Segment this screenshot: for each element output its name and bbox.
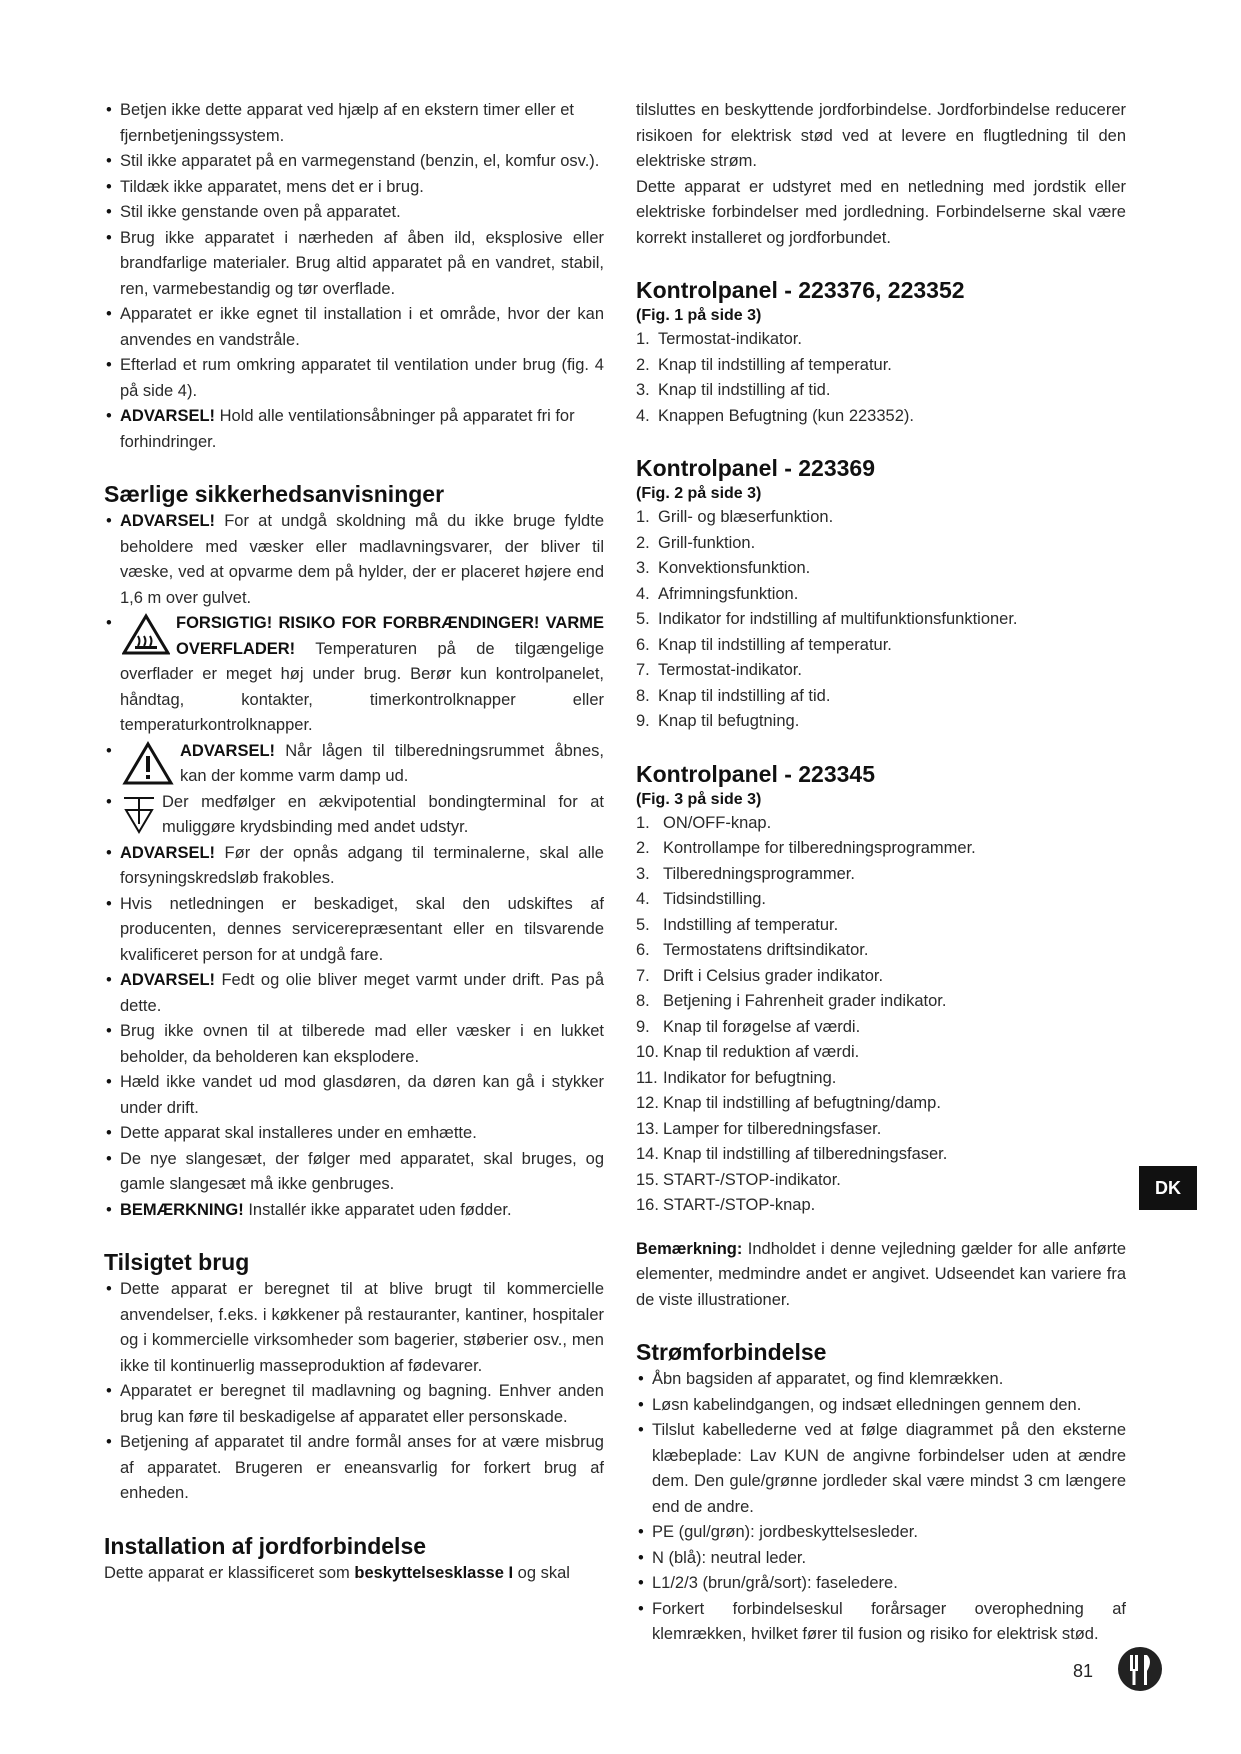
- item-number: 9.: [636, 712, 650, 730]
- list-item: [636, 913, 1126, 939]
- list-item: [636, 887, 1126, 913]
- item-number: 2.: [636, 839, 650, 857]
- list-item: [636, 1015, 1126, 1041]
- list-item: • Efterlad et rum omkring apparatet til ventilation under brug (fig. 4 på side 4).: [104, 353, 604, 404]
- item-text: Knap til indstilling af befugtning/damp.: [663, 1094, 941, 1112]
- figure-reference: (Fig. 1 på side 3): [636, 307, 762, 324]
- panel-2-list: [636, 505, 1126, 735]
- list-item: • Dette apparat er beregnet til at blive brugt til kommercielle anvendelser, f.eks. i køkkener på restauranter, kantiner, hospitaler og i kommercielle virksomheder som bagerier, støberier osv., men ikke til kontinuerlig masseproduktion af fødevarer.: [104, 1277, 604, 1379]
- warning-text: Når lågen til tilberedningsrummet åbnes, kan der komme varm damp ud.: [180, 741, 604, 785]
- warning-text: Temperaturen på de tilgængelige overflader er meget høj under brug. Berør kun kontrolpanelet, håndtag, kontakter, timerkontrolknapper eller temperaturkontrolknapper.: [120, 639, 604, 734]
- item-text: Knap til indstilling af tid.: [658, 686, 831, 705]
- item-number: 6.: [636, 635, 650, 654]
- item-text: Knap til indstilling af tilberedningsfaser.: [663, 1145, 948, 1163]
- item-text: Afrimningsfunktion.: [658, 584, 799, 603]
- item-number: 15.: [636, 1170, 659, 1189]
- item-number: 4.: [636, 890, 650, 908]
- list-item: [636, 327, 1126, 353]
- item-text: Knappen Befugtning (kun 223352).: [658, 406, 914, 425]
- list-item: • PE (gul/grøn): jordbeskyttelsesleder.: [636, 1520, 1126, 1546]
- warning-item: [104, 509, 604, 611]
- item-number: 3.: [636, 559, 650, 577]
- grounding-continued: tilsluttes en beskyttende jordforbindelse. Jordforbindelse reducerer risikoen for elektrisk stød ved at levere en flugtledning til den elektriske strøm.: [636, 101, 1126, 170]
- warning-text: Fedt og olie bliver meget varmt under drift. Pas på dette.: [120, 971, 604, 1015]
- list-item: • L1/2/3 (brun/grå/sort): faseledere.: [636, 1571, 1126, 1597]
- list-item: [636, 1091, 1126, 1117]
- item-text: Termostat-indikator.: [658, 330, 802, 348]
- list-item: [636, 862, 1126, 888]
- list-item: • Tildæk ikke apparatet, mens det er i brug.: [104, 175, 604, 201]
- item-text: Betjening i Fahrenheit grader indikator.: [663, 992, 947, 1010]
- list-item: [636, 633, 1126, 659]
- list-item: [636, 684, 1126, 710]
- list-item: [636, 404, 1126, 430]
- item-number: 1.: [636, 330, 650, 348]
- warning-text: Hold alle ventilationsåbninger på apparatet fri for forhindringer.: [120, 407, 575, 451]
- warning-item: [104, 841, 604, 892]
- grounding-paragraph: [104, 1561, 604, 1587]
- item-text: Tidsindstilling.: [663, 890, 767, 908]
- item-text: Indstilling af temperatur.: [663, 915, 839, 934]
- panel-3-list: [636, 811, 1126, 1219]
- list-item: [104, 790, 604, 841]
- item-number: 8.: [636, 686, 650, 705]
- item-number: 11.: [636, 1068, 658, 1087]
- list-item: [636, 938, 1126, 964]
- list-item: • Betjening af apparatet til andre formål anses for at være misbrug af apparatet. Brugeren er eneansvarlig for forkert brug af enheden.: [104, 1430, 604, 1507]
- note-label: Bemærkning:: [636, 1239, 743, 1258]
- item-number: 7.: [636, 661, 650, 679]
- item-text: Termostat-indikator.: [658, 661, 802, 679]
- list-item: [636, 1168, 1126, 1194]
- list-item: [636, 1117, 1126, 1143]
- note-text: Indholdet i denne vejledning gælder for alle anførte elementer, medmindre andet er angivet. Udseendet kan variere fra de viste illustrationer.: [636, 1239, 1126, 1309]
- warning-item: [104, 739, 604, 790]
- brand-logo-icon: [1117, 1645, 1163, 1693]
- list-item: • Stil ikke genstande oven på apparatet.: [104, 200, 604, 226]
- list-item: [636, 582, 1126, 608]
- item-number: 3.: [636, 864, 650, 883]
- item-number: 13.: [636, 1119, 659, 1138]
- hot-surface-warning-icon: [122, 613, 170, 655]
- list-item: [636, 1040, 1126, 1066]
- item-number: 14.: [636, 1145, 659, 1163]
- list-item: [636, 1142, 1126, 1168]
- list-item: • Dette apparat skal installeres under en emhætte.: [104, 1121, 604, 1147]
- warning-item: [104, 968, 604, 1019]
- list-item: • Åbn bagsiden af apparatet, og find klemrækken.: [636, 1367, 1126, 1393]
- warning-item: [104, 404, 604, 455]
- list-item: [636, 989, 1126, 1015]
- item-number: 9.: [636, 1017, 650, 1036]
- list-item: [636, 1066, 1126, 1092]
- item-text: Indikator for befugtning.: [663, 1068, 837, 1087]
- item-text: Konvektionsfunktion.: [658, 559, 811, 577]
- item-text: Lamper for tilberedningsfaser.: [663, 1119, 882, 1138]
- left-column: [104, 98, 604, 1586]
- item-text: Grill- og blæserfunktion.: [658, 508, 834, 526]
- list-item: [636, 556, 1126, 582]
- warning-text: For at undgå skoldning må du ikke bruge fyldte beholdere med væsker eller madlavningsvarer, der bliver til væske, ved at opvarme dem på hylder, der er placeret højere end 1,6 m over gulvet.: [120, 512, 604, 607]
- list-item: [636, 353, 1126, 379]
- item-text: Tilberedningsprogrammer.: [663, 864, 855, 883]
- list-item: [636, 709, 1126, 735]
- item-number: 2.: [636, 355, 650, 374]
- list-item: • Hvis netledningen er beskadiget, skal den udskiftes af producenten, dennes servicerepræsentant eller en tilsvarende kvalificeret person for at undgå fare.: [104, 892, 604, 969]
- warning-item: [104, 611, 604, 739]
- item-number: 5.: [636, 915, 650, 934]
- list-item: • Stil ikke apparatet på en varmegenstand (benzin, el, komfur osv.).: [104, 149, 604, 175]
- list-item: • Brug ikke apparatet i nærheden af åben ild, eksplosive eller brandfarlige materialer. Brug altid apparatet på en vandret, stabil, ren, varmebestandig og tør overflade.: [104, 226, 604, 303]
- list-item: [636, 378, 1126, 404]
- warning-label: FORSIGTIG! RISIKO FOR FORBRÆNDINGER! VARME OVERFLADER!: [176, 614, 604, 658]
- list-item: • Betjen ikke dette apparat ved hjælp af en ekstern timer eller et fjernbetjeningssystem.: [104, 98, 604, 149]
- list-item: • Løsn kabelindgangen, og indsæt elledningen gennem den.: [636, 1393, 1126, 1419]
- item-text: START-/STOP-indikator.: [663, 1170, 841, 1189]
- grounding-text: og skal: [513, 1563, 570, 1582]
- list-item: • Apparatet er beregnet til madlavning og bagning. Enhver anden brug kan føre til beskadigelse af apparatet eller personskade.: [104, 1379, 604, 1430]
- section-title-intended-use: Tilsigtet brug: [104, 1249, 250, 1275]
- protection-class: beskyttelsesklasse I: [354, 1563, 514, 1582]
- language-tab: DK: [1139, 1166, 1197, 1210]
- figure-reference: (Fig. 2 på side 3): [636, 485, 762, 502]
- grounding-text: Dette apparat er klassificeret som: [104, 1563, 355, 1582]
- panel-1-list: [636, 327, 1126, 429]
- item-text: Knap til befugtning.: [658, 712, 800, 730]
- section-title-grounding: Installation af jordforbindelse: [104, 1532, 427, 1559]
- section-title-safety: Særlige sikkerhedsanvisninger: [104, 481, 445, 507]
- item-number: 3.: [636, 381, 650, 399]
- list-item: [636, 531, 1126, 557]
- warning-label: ADVARSEL!: [120, 512, 216, 530]
- item-text: Kontrollampe for tilberedningsprogrammer.: [663, 839, 976, 857]
- item-text: ON/OFF-knap.: [663, 813, 772, 832]
- list-item: [636, 1193, 1126, 1219]
- list-item: • De nye slangesæt, der følger med apparatet, skal bruges, og gamle slangesæt må ikke genbruges.: [104, 1147, 604, 1198]
- figure-reference: (Fig. 3 på side 3): [636, 790, 762, 808]
- list-item: [636, 836, 1126, 862]
- list-item: [636, 964, 1126, 990]
- page-number: 81: [1073, 1661, 1094, 1681]
- list-item: [636, 607, 1126, 633]
- item-text: Knap til indstilling af tid.: [658, 381, 831, 399]
- general-warning-icon: [122, 741, 174, 785]
- section-title-panel-2: Kontrolpanel - 223369: [636, 455, 876, 481]
- item-number: 5.: [636, 610, 650, 628]
- item-text: Drift i Celsius grader indikator.: [663, 966, 884, 985]
- item-text: Knap til forøgelse af værdi.: [663, 1017, 861, 1036]
- item-number: 1.: [636, 508, 650, 526]
- item-number: 4.: [636, 584, 650, 603]
- warning-text: Før der opnås adgang til terminalerne, skal alle forsyningskredsløb frakobles.: [120, 843, 604, 887]
- warning-label: ADVARSEL!: [120, 971, 216, 989]
- item-number: 6.: [636, 941, 650, 959]
- item-number: 2.: [636, 533, 650, 552]
- list-item: [636, 811, 1126, 837]
- note-text: Installér ikke apparatet uden fødder.: [243, 1200, 512, 1219]
- item-number: 1.: [636, 813, 650, 832]
- warning-label: ADVARSEL!: [180, 741, 276, 760]
- item-text: Knap til indstilling af temperatur.: [658, 355, 892, 374]
- equipotential-bonding-icon: [122, 792, 156, 836]
- item-number: 4.: [636, 406, 650, 425]
- item-text: START-/STOP-knap.: [663, 1196, 816, 1214]
- item-number: 8.: [636, 992, 650, 1010]
- list-item: • Hæld ikke vandet ud mod glasdøren, da døren kan gå i stykker under drift.: [104, 1070, 604, 1121]
- note-item: [104, 1198, 604, 1224]
- item-number: 7.: [636, 966, 650, 985]
- item-text: Knap til reduktion af værdi.: [663, 1043, 860, 1061]
- section-title-panel-3: Kontrolpanel - 223345: [636, 760, 876, 787]
- list-item: • Forkert forbindelseskul forårsager overophedning af klemrækken, hvilket fører til fusion og risiko for elektrisk stød.: [636, 1597, 1126, 1648]
- item-number: 16.: [636, 1196, 659, 1214]
- list-item: [636, 658, 1126, 684]
- item-text: Knap til indstilling af temperatur.: [658, 635, 892, 654]
- section-title-panel-1: Kontrolpanel - 223376, 223352: [636, 277, 965, 303]
- warning-label: ADVARSEL!: [120, 843, 216, 862]
- item-number: 10.: [636, 1043, 659, 1061]
- item-text: Grill-funktion.: [658, 533, 756, 552]
- grounding-paragraph-2: Dette apparat er udstyret med en netledning med jordstik eller elektriske forbindelser med jordledning. Forbindelserne skal være korrekt installeret og jordforbundet.: [636, 177, 1126, 247]
- note-paragraph: [636, 1237, 1126, 1314]
- section-title-power: Strømforbindelse: [636, 1339, 827, 1365]
- right-column: [636, 98, 1126, 1648]
- list-item: • Apparatet er ikke egnet til installation i et område, hvor der kan anvendes en vandstråle.: [104, 302, 604, 353]
- bonding-text: Der medfølger en ækvipotential bondingterminal for at muliggøre krydsbinding med andet udstyr.: [162, 792, 604, 836]
- item-text: Indikator for indstilling af multifunktionsfunktioner.: [658, 610, 1018, 628]
- warning-label: ADVARSEL!: [120, 407, 216, 425]
- note-label: BEMÆRKNING!: [120, 1200, 244, 1219]
- list-item: • Brug ikke ovnen til at tilberede mad eller væsker i en lukket beholder, da beholderen kan eksplodere.: [104, 1019, 604, 1070]
- list-item: [636, 505, 1126, 531]
- item-text: Termostatens driftsindikator.: [663, 941, 869, 959]
- list-item: • Tilslut kabellederne ved at følge diagrammet på den eksterne klæbeplade: Lav KUN de angivne forbindelser uden at ændre dem. Den gule/grønne jordleder skal være mindst 3 cm længere end de andre.: [636, 1418, 1126, 1520]
- list-item: • N (blå): neutral leder.: [636, 1546, 1126, 1572]
- item-number: 12.: [636, 1094, 659, 1112]
